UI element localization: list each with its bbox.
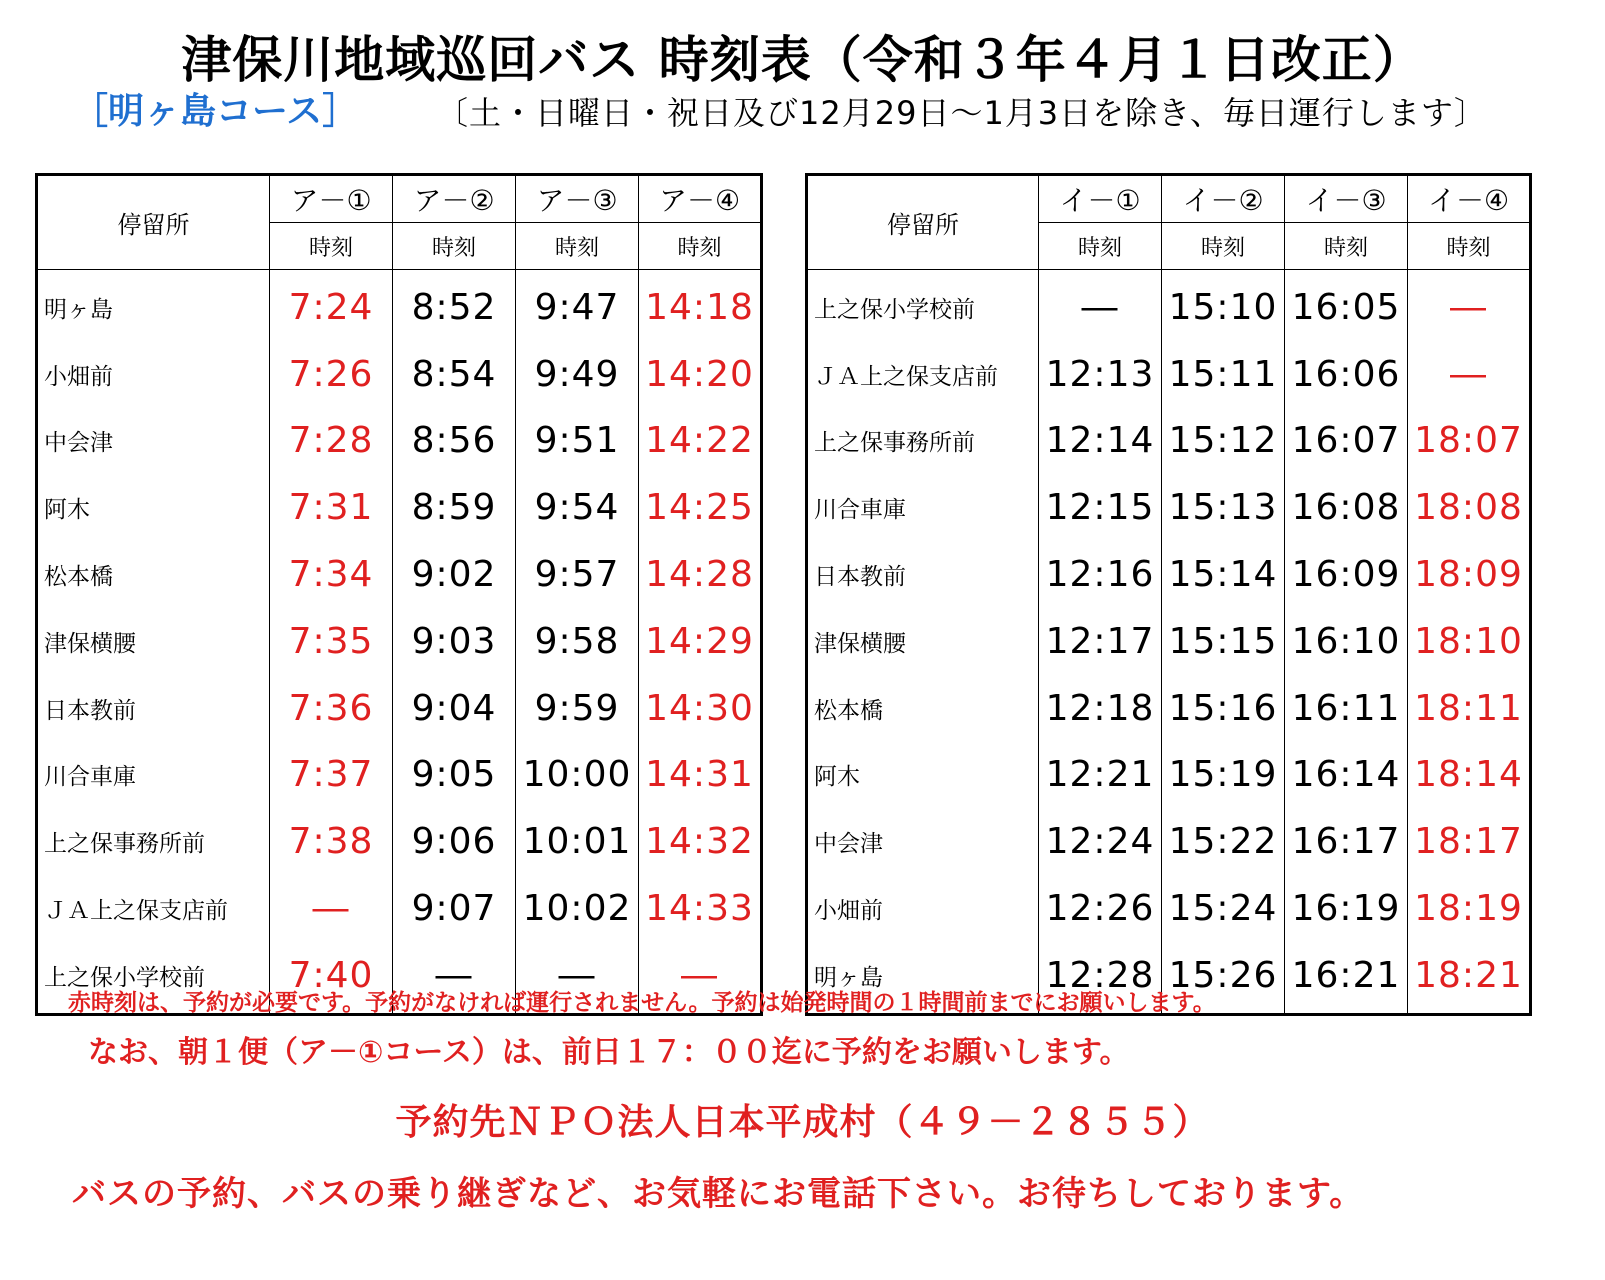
time-cell: ―	[393, 942, 516, 1014]
time-cell: ―	[270, 875, 393, 942]
stop-name: ＪＡ上之保支店前	[807, 341, 1039, 408]
stop-name: 上之保事務所前	[37, 808, 270, 875]
time-cell: 7:24	[270, 270, 393, 341]
time-cell: 14:30	[639, 675, 762, 742]
time-cell: 18:19	[1408, 875, 1531, 942]
time-cell: 16:14	[1285, 742, 1408, 809]
time-cell: 18:08	[1408, 474, 1531, 541]
time-cell: 15:16	[1162, 675, 1285, 742]
table-row	[37, 808, 762, 875]
stop-name: 松本橋	[37, 541, 270, 608]
time-cell: ―	[639, 942, 762, 1014]
time-cell: 9:59	[516, 675, 639, 742]
time-cell: 12:26	[1039, 875, 1162, 942]
time-cell: 9:06	[393, 808, 516, 875]
run-header: ア－③	[516, 175, 639, 223]
time-cell: 18:11	[1408, 675, 1531, 742]
time-cell: 7:36	[270, 675, 393, 742]
time-cell: 15:10	[1162, 270, 1285, 341]
time-cell: 14:28	[639, 541, 762, 608]
timetable-a	[35, 173, 763, 1016]
time-cell: 8:54	[393, 341, 516, 408]
time-cell: 9:04	[393, 675, 516, 742]
table-row	[37, 608, 762, 675]
time-cell: 8:52	[393, 270, 516, 341]
time-cell: 9:07	[393, 875, 516, 942]
table-row	[807, 742, 1531, 809]
table-row	[37, 474, 762, 541]
time-cell: 14:18	[639, 270, 762, 341]
run-header: イ－④	[1408, 175, 1531, 223]
run-header: ア－②	[393, 175, 516, 223]
table-row	[807, 341, 1531, 408]
time-cell: 15:13	[1162, 474, 1285, 541]
time-cell: 10:00	[516, 742, 639, 809]
time-cell: 12:17	[1039, 608, 1162, 675]
table-row	[807, 408, 1531, 475]
time-cell: 16:10	[1285, 608, 1408, 675]
time-cell: ―	[516, 942, 639, 1014]
closing-message: バスの予約、バスの乗り継ぎなど、お気軽にお電話下さい。お待ちしております。	[72, 1174, 1365, 1214]
time-cell: 7:31	[270, 474, 393, 541]
stop-name: 日本教前	[807, 541, 1039, 608]
stop-column-header: 停留所	[807, 175, 1039, 270]
time-cell: 7:38	[270, 808, 393, 875]
time-cell: 15:22	[1162, 808, 1285, 875]
time-cell: 16:07	[1285, 408, 1408, 475]
table-row	[807, 875, 1531, 942]
run-header: ア－④	[639, 175, 762, 223]
time-cell: 12:16	[1039, 541, 1162, 608]
time-cell: ―	[1039, 270, 1162, 341]
time-cell: 18:10	[1408, 608, 1531, 675]
time-subheader: 時刻	[270, 223, 393, 270]
table-row	[37, 675, 762, 742]
time-cell: 12:18	[1039, 675, 1162, 742]
time-subheader: 時刻	[1162, 223, 1285, 270]
table-row	[37, 875, 762, 942]
time-cell: 14:20	[639, 341, 762, 408]
time-cell: 16:21	[1285, 942, 1408, 1014]
time-cell: 14:33	[639, 875, 762, 942]
time-cell: 18:09	[1408, 541, 1531, 608]
time-cell: ―	[1408, 270, 1531, 341]
time-cell: 7:28	[270, 408, 393, 475]
time-cell: 12:15	[1039, 474, 1162, 541]
time-cell: 18:21	[1408, 942, 1531, 1014]
time-cell: 9:02	[393, 541, 516, 608]
run-header: イ－①	[1039, 175, 1162, 223]
table-row	[37, 408, 762, 475]
table-row	[37, 742, 762, 809]
time-subheader: 時刻	[516, 223, 639, 270]
table-row	[37, 270, 762, 341]
stop-name: 日本教前	[37, 675, 270, 742]
timetable-i	[805, 173, 1532, 1016]
stop-column-header: 停留所	[37, 175, 270, 270]
time-cell: 9:57	[516, 541, 639, 608]
time-cell: 7:37	[270, 742, 393, 809]
stop-name: 中会津	[807, 808, 1039, 875]
time-cell: 18:17	[1408, 808, 1531, 875]
stop-name: 川合車庫	[807, 474, 1039, 541]
time-cell: 14:29	[639, 608, 762, 675]
time-cell: 15:24	[1162, 875, 1285, 942]
time-subheader: 時刻	[639, 223, 762, 270]
time-cell: 7:34	[270, 541, 393, 608]
time-cell: 12:24	[1039, 808, 1162, 875]
time-subheader: 時刻	[393, 223, 516, 270]
stop-name: 上之保小学校前	[37, 942, 270, 1014]
reservation-note: 赤時刻は、予約が必要です。予約がなければ運行されません。予約は始発時間の１時間前までにお願いします。	[68, 990, 1216, 1016]
time-cell: 8:59	[393, 474, 516, 541]
time-cell: 9:47	[516, 270, 639, 341]
table-row	[807, 474, 1531, 541]
time-cell: 15:12	[1162, 408, 1285, 475]
time-cell: 14:25	[639, 474, 762, 541]
time-cell: 12:21	[1039, 742, 1162, 809]
stop-name: 小畑前	[37, 341, 270, 408]
table-row	[807, 608, 1531, 675]
time-cell: 10:01	[516, 808, 639, 875]
stop-name: ＪＡ上之保支店前	[37, 875, 270, 942]
time-cell: 15:11	[1162, 341, 1285, 408]
time-cell: 12:13	[1039, 341, 1162, 408]
stop-name: 松本橋	[807, 675, 1039, 742]
time-subheader: 時刻	[1408, 223, 1531, 270]
page-title: 津保川地域巡回バス 時刻表（令和３年４月１日改正）	[181, 31, 1424, 89]
time-subheader: 時刻	[1285, 223, 1408, 270]
time-cell: 18:14	[1408, 742, 1531, 809]
time-cell: 16:09	[1285, 541, 1408, 608]
stop-name: 阿木	[807, 742, 1039, 809]
time-cell: 14:32	[639, 808, 762, 875]
run-header: イ－②	[1162, 175, 1285, 223]
time-cell: 9:03	[393, 608, 516, 675]
stop-name: 津保横腰	[37, 608, 270, 675]
time-cell: 14:31	[639, 742, 762, 809]
table-row	[807, 270, 1531, 341]
time-cell: 9:49	[516, 341, 639, 408]
time-cell: 16:06	[1285, 341, 1408, 408]
time-cell: 16:19	[1285, 875, 1408, 942]
time-cell: 15:26	[1162, 942, 1285, 1014]
first-bus-note: なお、朝１便（ア－①コース）は、前日１７：００迄に予約をお願いします。	[88, 1035, 1130, 1070]
time-cell: 15:19	[1162, 742, 1285, 809]
time-cell: 14:22	[639, 408, 762, 475]
time-cell: 9:54	[516, 474, 639, 541]
time-cell: 15:14	[1162, 541, 1285, 608]
stop-name: 上之保小学校前	[807, 270, 1039, 341]
time-cell: 9:51	[516, 408, 639, 475]
time-cell: 7:40	[270, 942, 393, 1014]
time-cell: ―	[1408, 341, 1531, 408]
service-note: 〔土・日曜日・祝日及び12月29日～1月3日を除き、毎日運行します〕	[436, 94, 1487, 132]
reservation-contact: 予約先ＮＰＯ法人日本平成村（４９－２８５５）	[395, 1102, 1210, 1143]
stop-name: 上之保事務所前	[807, 408, 1039, 475]
table-row	[37, 341, 762, 408]
table-row	[37, 541, 762, 608]
time-cell: 15:15	[1162, 608, 1285, 675]
run-header: イ－③	[1285, 175, 1408, 223]
stop-name: 津保横腰	[807, 608, 1039, 675]
time-cell: 9:58	[516, 608, 639, 675]
stop-name: 川合車庫	[37, 742, 270, 809]
time-cell: 10:02	[516, 875, 639, 942]
time-cell: 7:35	[270, 608, 393, 675]
time-cell: 12:28	[1039, 942, 1162, 1014]
time-cell: 16:17	[1285, 808, 1408, 875]
run-header: ア－①	[270, 175, 393, 223]
time-cell: 7:26	[270, 341, 393, 408]
table-row	[807, 675, 1531, 742]
time-cell: 16:05	[1285, 270, 1408, 341]
stop-name: 小畑前	[807, 875, 1039, 942]
table-row	[807, 808, 1531, 875]
time-cell: 9:05	[393, 742, 516, 809]
course-name: ［明ヶ島コース］	[72, 91, 359, 132]
stop-name: 阿木	[37, 474, 270, 541]
stop-name: 明ヶ島	[37, 270, 270, 341]
time-cell: 12:14	[1039, 408, 1162, 475]
time-cell: 16:08	[1285, 474, 1408, 541]
stop-name: 明ヶ島	[807, 942, 1039, 1014]
time-cell: 18:07	[1408, 408, 1531, 475]
time-cell: 8:56	[393, 408, 516, 475]
stop-name: 中会津	[37, 408, 270, 475]
time-cell: 16:11	[1285, 675, 1408, 742]
time-subheader: 時刻	[1039, 223, 1162, 270]
table-row	[807, 541, 1531, 608]
